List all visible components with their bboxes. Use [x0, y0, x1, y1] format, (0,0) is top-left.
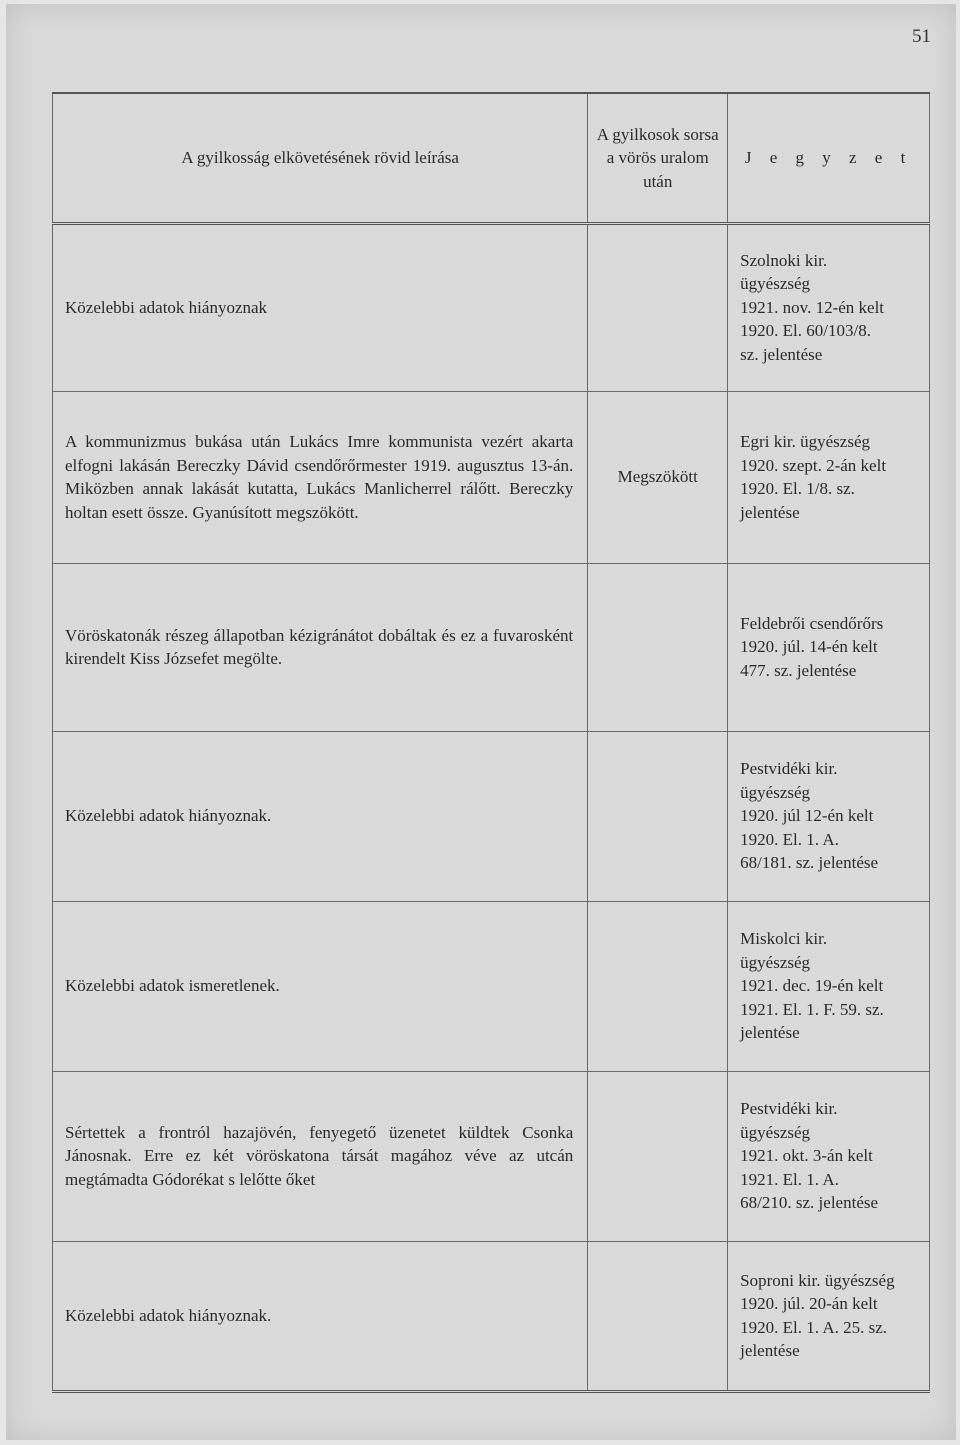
row-note: Soproni kir. ügyészség 1920. júl. 20-án kelt 1920. El. 1. A. 25. sz. jelentése — [728, 1241, 930, 1391]
header-description: A gyilkosság elkövetésének rövid leírása — [53, 93, 588, 223]
row-note: Feldebrői csendőrőrs 1920. júl. 14-én kelt 477. sz. jelentése — [728, 563, 930, 731]
row-description: Sértettek a frontról hazajövén, fenyegető üzenetet küldtek Csonka Jánosnak. Erre ez két vöröskatona társát magához véve az utcán megtámadta Gódorékat s lelőtte őket — [53, 1071, 588, 1241]
row-description: Közelebbi adatok hiányoznak. — [53, 731, 588, 901]
row-fate — [588, 731, 728, 901]
row-note: Egri kir. ügyészség 1920. szept. 2-án kelt 1920. El. 1/8. sz. jelentése — [728, 391, 930, 563]
row-fate — [588, 1071, 728, 1241]
row-note: Szolnoki kir. ügyészség 1921. nov. 12-én kelt 1920. El. 60/103/8. sz. jelentése — [728, 223, 930, 391]
table-row — [53, 223, 930, 391]
row-fate — [588, 563, 728, 731]
row-description: A kommunizmus bukása után Lukács Imre kommunista vezért akarta elfogni lakásán Bereczky Dávid csendőrőrmester 1919. augusztus 13-án. Miközben annak lakását kutatta, Lukács Manlicherrel rálőtt. Bereczky holtan esett össze. Gyanúsított megszökött. — [53, 391, 588, 563]
row-fate: Megszökött — [588, 391, 728, 563]
table-row — [53, 731, 930, 901]
page-number: 51 — [912, 26, 931, 47]
table-row — [53, 391, 930, 563]
row-description: Közelebbi adatok ismeretlenek. — [53, 901, 588, 1071]
row-fate — [588, 1241, 728, 1391]
header-fate: A gyilkosok sorsa a vörös uralom után — [588, 93, 728, 223]
table-row — [53, 1071, 930, 1241]
row-description: Vöröskatonák részeg állapotban kézigránátot dobáltak és ez a fuvarosként kirendelt Kiss Józsefet megölte. — [53, 563, 588, 731]
row-note: Pestvidéki kir. ügyészség 1920. júl 12-én kelt 1920. El. 1. A. 68/181. sz. jelentése — [728, 731, 930, 901]
row-note: Pestvidéki kir. ügyészség 1921. okt. 3-án kelt 1921. El. 1. A. 68/210. sz. jelentése — [728, 1071, 930, 1241]
table-row — [53, 901, 930, 1071]
row-note: Miskolci kir. ügyészség 1921. dec. 19-én kelt 1921. El. 1. F. 59. sz. jelentése — [728, 901, 930, 1071]
table-row — [53, 563, 930, 731]
row-fate — [588, 223, 728, 391]
table-row — [53, 1241, 930, 1391]
row-description: Közelebbi adatok hiányoznak — [53, 223, 588, 391]
table-header-row — [53, 93, 930, 223]
row-description: Közelebbi adatok hiányoznak. — [53, 1241, 588, 1391]
header-note: J e g y z e t — [728, 93, 930, 223]
row-fate — [588, 901, 728, 1071]
document-page — [6, 4, 956, 1440]
murder-records-table — [52, 92, 930, 1393]
